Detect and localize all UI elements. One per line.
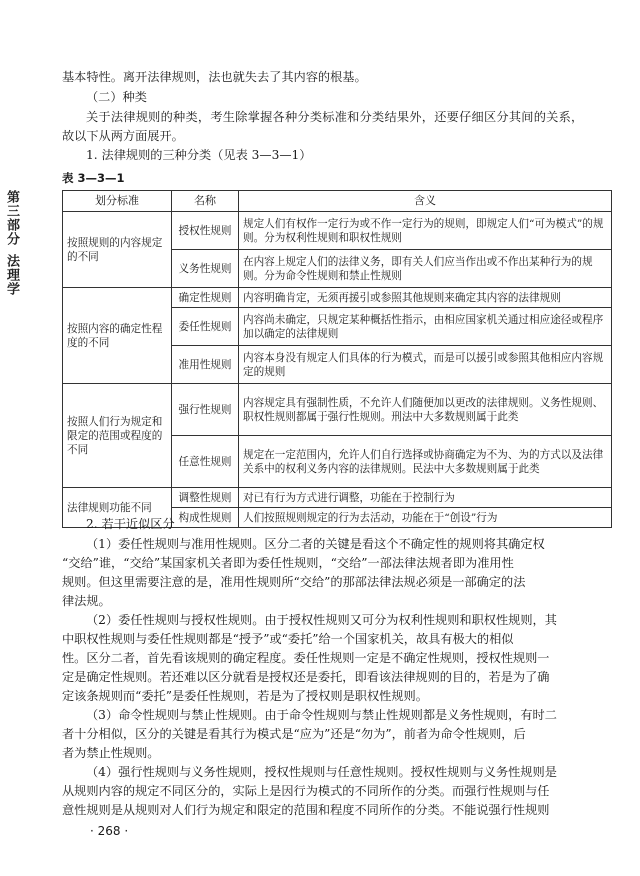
rule-classification-table — [62, 190, 612, 528]
header-meaning: 含义 — [239, 191, 612, 212]
paragraph-line: 定该条规则而“委托”是委任性规则，若是为了授权则是职权性规则。 — [62, 689, 428, 703]
rule-meaning-cell: 在内容上规定人们的法律义务，即有关人们应当作出或不作出某种行为的规则。分为命令性规则和禁止性规则 — [239, 250, 612, 288]
side-tab-part: 第三部分 — [4, 190, 19, 246]
table-header-row — [63, 191, 612, 212]
paragraph-line: （4）强行性规则与义务性规则，授权性规则与任意性规则。授权性规则与义务性规则是 — [86, 765, 557, 779]
paragraph-line: 故以下从两方面展开。 — [62, 129, 184, 143]
rule-name-cell: 调整性规则 — [172, 488, 239, 508]
rule-meaning-cell: 对已有行为方式进行调整，功能在于控制行为 — [239, 488, 612, 508]
section-heading: （二）种类 — [86, 90, 147, 104]
page-number: · 268 · — [90, 824, 129, 838]
paragraph-line: 者为禁止性规则。 — [62, 746, 160, 760]
table-row — [63, 488, 612, 508]
criterion-cell: 法律规则功能不同 — [63, 488, 172, 528]
table-row — [63, 288, 612, 308]
table-row — [63, 384, 612, 436]
side-tab-subject: 法理学 — [4, 254, 19, 296]
rule-name-cell: 义务性规则 — [172, 250, 239, 288]
subsection-heading: 2. 若干近似区分 — [86, 517, 175, 531]
section-side-tab — [4, 190, 30, 296]
rule-meaning-cell: 规定在一定范围内，允许人们自行选择或协商确定为不为、为的方式以及法律关系中的权利义务内容的法律规则。民法中大多数规则属于此类 — [239, 436, 612, 488]
table-caption: 表 3—3—1 — [62, 171, 125, 185]
paragraph-line: 从规则内容的规定不同区分的，实际上是因行为模式的不同所作的分类。而强行性规则与任 — [62, 784, 550, 798]
rule-name-cell: 强行性规则 — [172, 384, 239, 436]
criterion-cell: 按照人们行为规定和限定的范围或程度的不同 — [63, 384, 172, 488]
rule-meaning-cell: 规定人们有权作一定行为或不作一定行为的规则，即规定人们“可为模式”的规则。分为权利性规则和职权性规则 — [239, 212, 612, 250]
rule-meaning-cell: 内容本身没有规定人们具体的行为模式，而是可以援引或参照其他相应内容规定的规则 — [239, 346, 612, 384]
paragraph-line: （3）命令性规则与禁止性规则。由于命令性规则与禁止性规则都是义务性规则，有时二 — [86, 708, 557, 722]
paragraph-line: （1）委任性规则与准用性规则。区分二者的关键是看这个不确定性的规则将其确定权 — [86, 537, 545, 551]
rule-meaning-cell: 人们按照规则规定的行为去活动，功能在于“创设”行为 — [239, 508, 612, 528]
paragraph-line: 基本特性。离开法律规则，法也就失去了其内容的根基。 — [62, 70, 367, 84]
rule-meaning-cell: 内容明确肯定，无须再援引或参照其他规则来确定其内容的法律规则 — [239, 288, 612, 308]
paragraph-line: （2）委任性规则与授权性规则。由于授权性规则又可分为权利性规则和职权性规则，其 — [86, 613, 557, 627]
criterion-cell: 按照规则的内容规定的不同 — [63, 212, 172, 288]
paragraph-line: 定是确定性规则。若还难以区分就看是授权还是委托，即看该法律规则的目的，若是为了确 — [62, 670, 550, 684]
rule-meaning-cell: 内容尚未确定，只规定某种概括性指示，由相应国家机关通过相应途径或程序加以确定的法律规则 — [239, 308, 612, 346]
table-row — [63, 212, 612, 250]
paragraph-line: 者十分相似，区分的关键是看其行为模式是“应为”还是“勿为”，前者为命令性规则，后 — [62, 727, 526, 741]
header-name: 名称 — [172, 191, 239, 212]
rule-name-cell: 任意性规则 — [172, 436, 239, 488]
criterion-cell: 按照内容的确定性程度的不同 — [63, 288, 172, 384]
subsection-heading: 1. 法律规则的三种分类（见表 3—3—1） — [86, 148, 312, 162]
rule-name-cell: 授权性规则 — [172, 212, 239, 250]
paragraph-line: “交给”谁，“交给”某国家机关者即为委任性规则，“交给”一部法律法规者即为准用性 — [62, 556, 514, 570]
paragraph-line: 规则。但这里需要注意的是，准用性规则所“交给”的那部法律法规必须是一部确定的法 — [62, 575, 526, 589]
rule-meaning-cell: 内容规定具有强制性质，不允许人们随便加以更改的法律规则。义务性规则、职权性规则都属于强行性规则。刑法中大多数规则属于此类 — [239, 384, 612, 436]
paragraph-line: 意性规则是从规则对人们行为规定和限定的范围和程度不同所作的分类。不能说强行性规则 — [62, 803, 550, 817]
paragraph-line: 关于法律规则的种类，考生除掌握各种分类标准和分类结果外，还要仔细区分其间的关系， — [86, 110, 584, 124]
paragraph-line: 中职权性规则与委任性规则都是“授予”或“委托”给一个国家机关，故具有极大的相似 — [62, 632, 514, 646]
rule-name-cell: 确定性规则 — [172, 288, 239, 308]
header-criterion: 划分标准 — [63, 191, 172, 212]
rule-name-cell: 委任性规则 — [172, 308, 239, 346]
paragraph-line: 律法规。 — [62, 594, 111, 608]
rule-name-cell: 构成性规则 — [172, 508, 239, 528]
paragraph-line: 性。区分二者，首先看该规则的确定程度。委任性规则一定是不确定性规则，授权性规则一 — [62, 651, 550, 665]
rule-name-cell: 准用性规则 — [172, 346, 239, 384]
